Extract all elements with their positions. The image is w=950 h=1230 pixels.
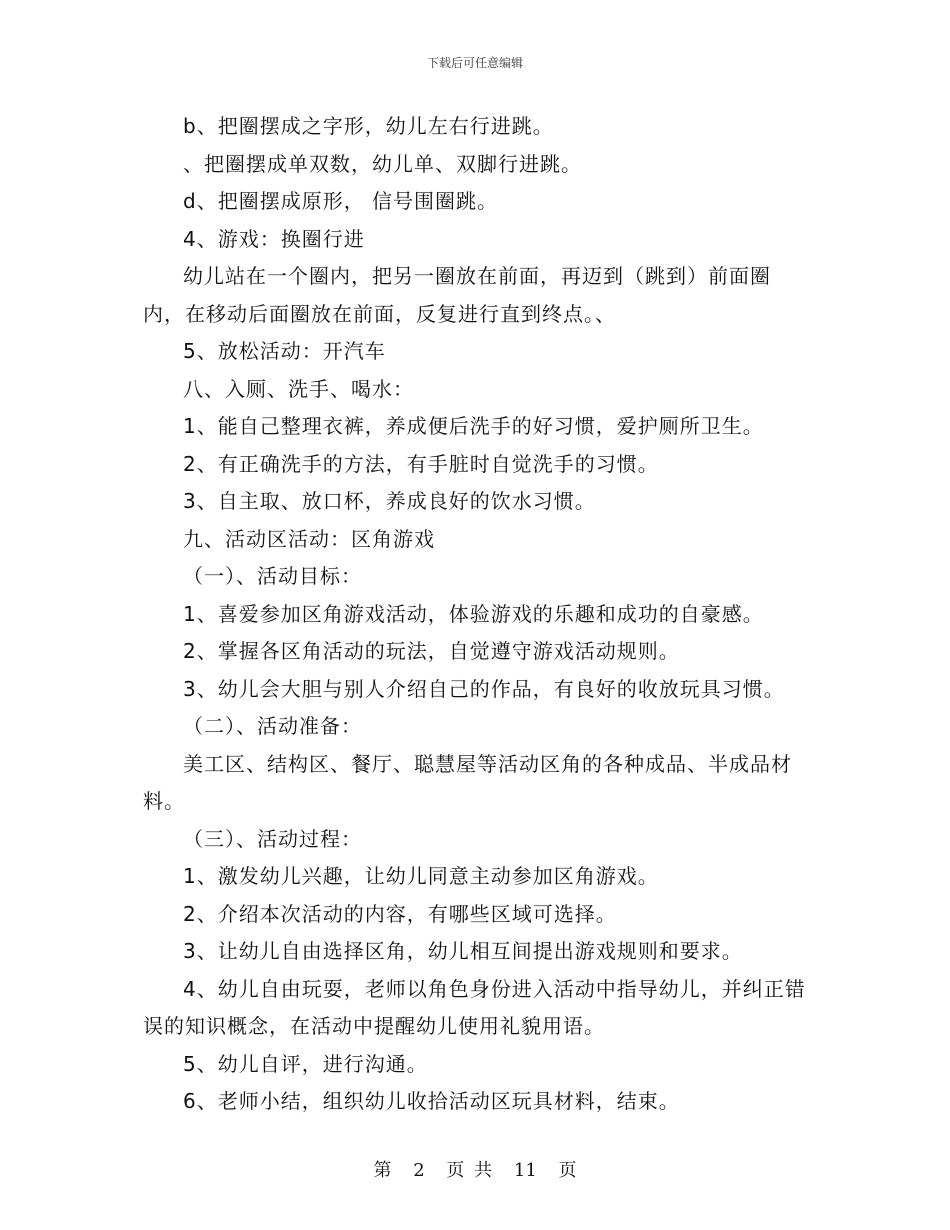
current-page-number: 2 (413, 1160, 425, 1181)
paragraph: 4、幼儿自由玩耍，老师以角色身份进入活动中指导幼儿，并纠正错误的知识概念，在活动中提醒幼儿使用礼貌用语。 (143, 976, 806, 1038)
paragraph: 5、幼儿自评，进行沟通。 (183, 1051, 428, 1076)
footer-middle: 页 共 (446, 1160, 493, 1181)
footer-suffix: 页 (558, 1160, 577, 1181)
subsection-heading: （三）、活动过程： (183, 826, 362, 851)
paragraph: 2、掌握各区角活动的玩法，自觉遵守游戏活动规则。 (183, 639, 680, 663)
paragraph: 3、自主取、放口杯，养成良好的饮水习惯。 (183, 489, 596, 513)
page-header: 下载后可任意编辑 (426, 56, 523, 70)
paragraph: 2、有正确洗手的方法，有手脏时自觉洗手的习惯。 (183, 451, 659, 476)
section-heading: 八、入厕、洗手、喝水： (183, 376, 414, 401)
paragraph: b、把圈摆成之字形，幼儿左右行进跳。 (183, 114, 554, 138)
paragraph: 1、能自己整理衣裤，养成便后洗手的好习惯，爱护厕所卫生。 (183, 414, 764, 438)
footer-prefix: 第 (373, 1160, 392, 1181)
paragraph: 幼儿站在一个圈内，把另一圈放在前面，再迈到（跳到）前面圈内，在移动后面圈放在前面，反复进行直到终点。、 (143, 264, 771, 326)
paragraph: 美工区、结构区、餐厅、聪慧屋等活动区角的各种成品、半成品材料。 (143, 751, 792, 813)
paragraph: 4、游戏：换圈行进 (183, 226, 365, 251)
subsection-heading: （一）、活动目标： (183, 564, 362, 588)
total-page-count: 11 (513, 1160, 537, 1181)
section-heading: 九、活动区活动：区角游戏 (183, 526, 435, 551)
paragraph: 3、让幼儿自由选择区角，幼儿相互间提出游戏规则和要求。 (183, 939, 743, 963)
paragraph: 1、喜爱参加区角游戏活动，体验游戏的乐趣和成功的自豪感。 (183, 601, 764, 626)
paragraph: d、把圈摆成原形， 信号围圈跳。 (183, 189, 499, 213)
paragraph: 1、激发幼儿兴趣，让幼儿同意主动参加区角游戏。 (183, 864, 659, 888)
page-footer (0, 1156, 950, 1182)
subsection-heading: （二）、活动准备： (183, 714, 362, 738)
paragraph: 5、放松活动：开汽车 (183, 339, 386, 363)
paragraph: 2、介绍本次活动的内容，有哪些区域可选择。 (183, 901, 617, 926)
paragraph: 3、幼儿会大胆与别人介绍自己的作品，有良好的收放玩具习惯。 (183, 676, 785, 701)
paragraph: 6、老师小结，组织幼儿收拾活动区玩具材料，结束。 (183, 1089, 680, 1113)
paragraph: 、把圈摆成单双数，幼儿单、双脚行进跳。 (183, 151, 582, 176)
document-body (143, 108, 811, 1121)
